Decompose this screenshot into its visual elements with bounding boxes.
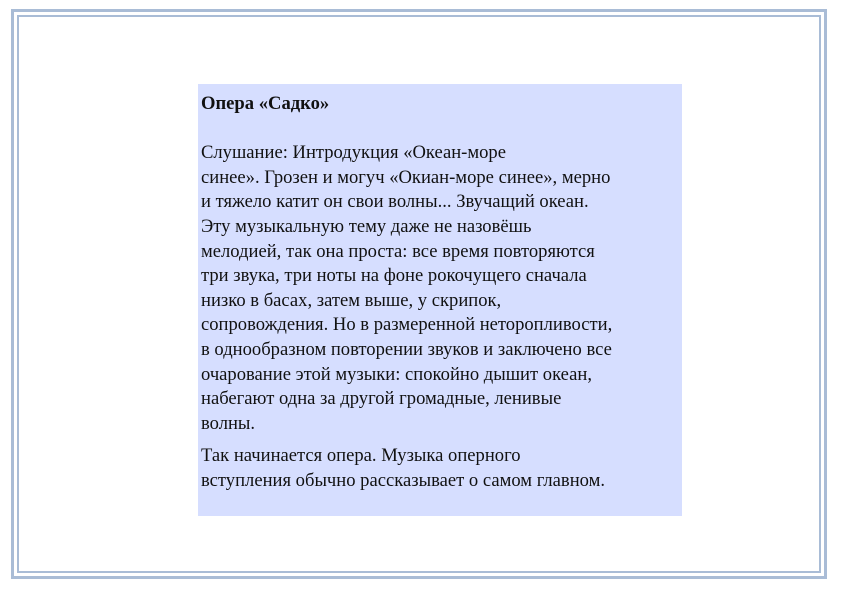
paragraph-line: очарование этой музыки: спокойно дышит океан, (201, 363, 592, 385)
paragraph-line: набегают одна за другой громадные, ленивые (201, 388, 562, 410)
paragraph-line: Так начинается опера. Музыка оперного (201, 445, 521, 467)
paragraph-line: в однообразном повторении звуков и заключено все (201, 338, 612, 360)
paragraph-line: волны. (201, 412, 256, 434)
paragraph-line: три звука, три ноты на фоне рокочущего сначала (201, 265, 587, 287)
paragraph-line: и тяжело катит он свои волны... Звучащий океан. (201, 191, 589, 213)
paragraph-line: синее». Грозен и могуч «Окиан-море синее», мерно (201, 166, 611, 188)
paragraph-line: мелодией, так она проста: все время повторяются (201, 240, 595, 262)
paragraph-line: Эту музыкальную тему даже не назовёшь (201, 215, 532, 237)
paragraph-line: сопровождения. Но в размеренной неторопливости, (201, 314, 613, 336)
text-box (198, 84, 682, 516)
paragraph-line: Слушание: Интродукция «Океан-море (201, 142, 506, 164)
paragraph-line: вступления обычно рассказывает о самом главном. (201, 469, 605, 491)
paragraph-opera-start (201, 444, 682, 493)
paragraph-line: низко в басах, затем выше, у скрипок, (201, 289, 502, 311)
document-title: Опера «Садко» (201, 93, 330, 114)
paragraph-listening (201, 141, 682, 436)
blank-line (201, 117, 682, 142)
